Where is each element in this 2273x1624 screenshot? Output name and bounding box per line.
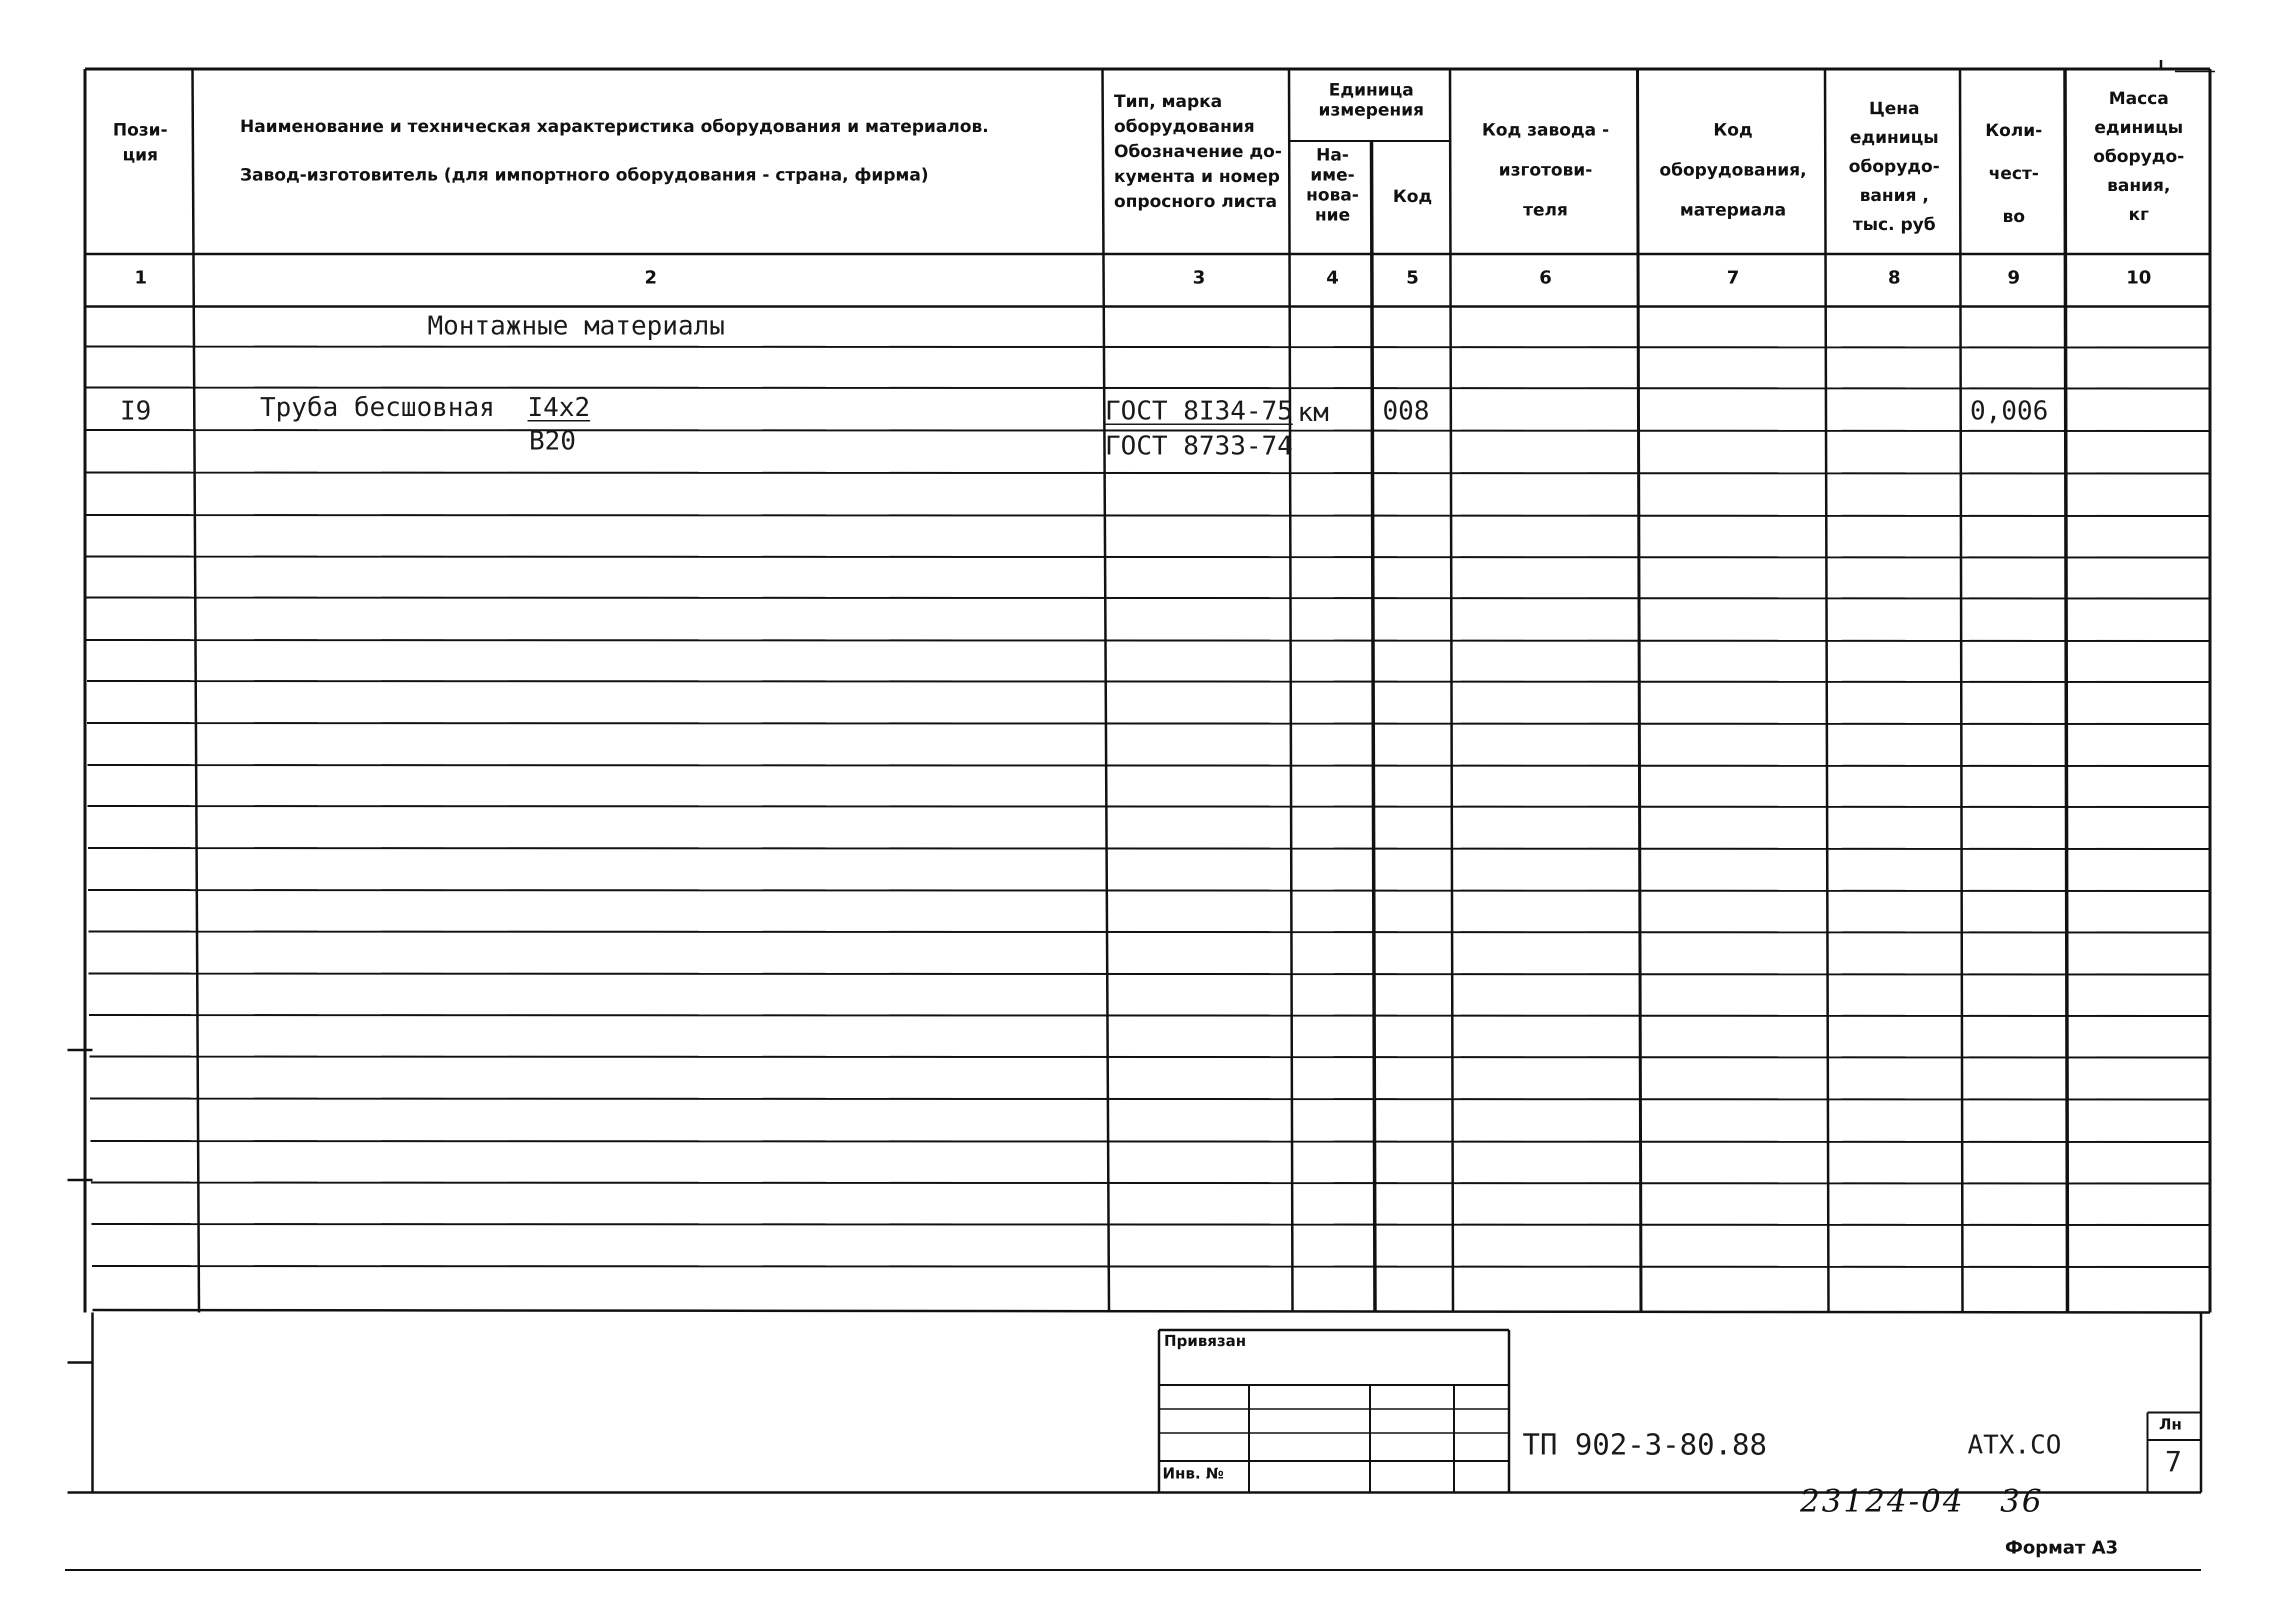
header-position: Пози- ция	[112, 120, 168, 165]
header-unit-mass: Масса единицы оборудо- вания, кг	[2093, 88, 2184, 224]
header-unit-name: На- име- нова- ние	[1306, 145, 1359, 225]
sheet-number: 7	[2165, 1446, 2182, 1478]
row-size: I4x2	[528, 392, 590, 422]
column-number-4: 4	[1326, 268, 1339, 288]
stamp-bound-label: Привязан	[1164, 1332, 1246, 1350]
document-code: ТП 902-3-80.88	[1522, 1428, 1767, 1462]
column-number-1: 1	[134, 268, 148, 288]
stamp-inventory-label: Инв. №	[1162, 1465, 1224, 1482]
column-number-10: 10	[2126, 268, 2152, 288]
header-name-line1: Наименование и техническая характеристика оборудования и материалов.	[240, 116, 989, 136]
sheet-label: Лн	[2159, 1416, 2182, 1434]
column-number-9: 9	[2007, 268, 2020, 288]
column-number-6: 6	[1539, 268, 1552, 288]
row-standard-2: ГОСТ 8733-74	[1105, 431, 1293, 461]
header-type-mark: Тип, марка оборудования Обозначение до- кумента и номер опросного листа	[1114, 92, 1282, 212]
column-number-3: 3	[1192, 268, 1206, 288]
document-suffix: АТХ.СО	[1968, 1430, 2062, 1460]
header-unit-code: Код	[1392, 186, 1432, 206]
header-quantity: Коли- чест- во	[1985, 120, 2042, 226]
row-position: I9	[120, 396, 152, 426]
format-label: Формат А3	[2005, 1538, 2118, 1558]
header-unit-price: Цена единицы оборудо- вания , тыс. руб	[1848, 98, 1940, 234]
header-unit-group-title: Единица измерения	[1318, 80, 1424, 120]
row-unit-code: 008	[1382, 396, 1430, 426]
header-factory-code: Код завода - изготови- теля	[1482, 120, 1610, 220]
header-name-line2: Завод-изготовитель (для импортного оборудования - страна, фирма)	[240, 165, 929, 185]
row-standard-1: ГОСТ 8I34-75	[1105, 396, 1293, 426]
row-unit-name: км	[1298, 398, 1329, 428]
column-number-7: 7	[1726, 268, 1740, 288]
row-name: Труба бесшовная	[260, 392, 495, 422]
column-number-5: 5	[1406, 268, 1419, 288]
header-equipment-code: Код оборудования, материала	[1659, 120, 1807, 220]
column-number-8: 8	[1888, 268, 1901, 288]
column-number-2: 2	[644, 268, 658, 288]
section-title: Монтажные материалы	[428, 311, 725, 341]
row-steel: B20	[529, 426, 576, 456]
row-quantity: 0,006	[1970, 396, 2048, 426]
handwritten-archive-number: 23124-04 36	[1800, 1482, 2044, 1519]
